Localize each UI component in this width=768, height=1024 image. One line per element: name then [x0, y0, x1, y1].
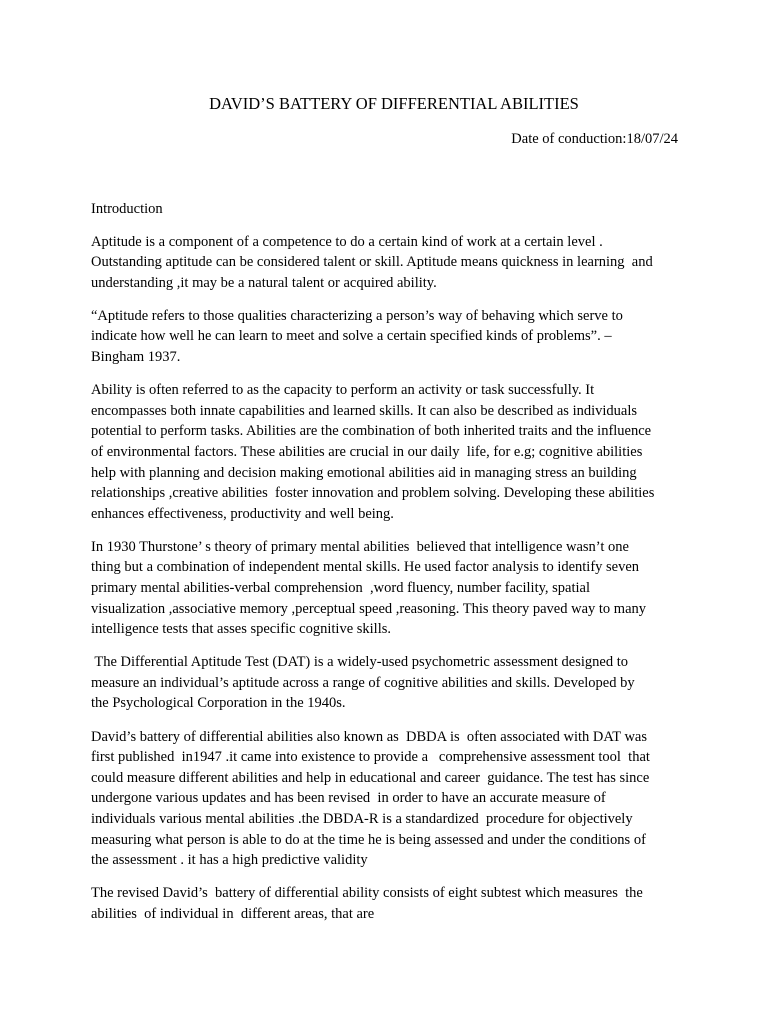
text-line: individuals various mental abilities .the DBDA-R is a standardized procedure for objectively	[91, 810, 633, 827]
text-line: potential to perform tasks. Abilities are the combination of both inherited traits and the influence	[91, 423, 652, 440]
text-line: relationships ,creative abilities foster innovation and problem solving. Developing these abilities	[91, 485, 655, 502]
text-line: undergone various updates and has been revised in order to have an accurate measure of	[91, 790, 606, 807]
text-line: Aptitude is a component of a competence to do a certain kind of work at a certain level .	[91, 233, 603, 250]
text-line: The revised David’s battery of differential ability consists of eight subtest which measures the	[91, 885, 643, 902]
text-line: thing but a combination of independent mental skills. He used factor analysis to identify seven	[91, 559, 640, 576]
paragraph-thurstone	[91, 537, 679, 640]
paragraph-dbda	[91, 727, 679, 871]
text-line: “Aptitude refers to those qualities characterizing a person’s way of behaving which serve to	[91, 307, 623, 324]
paragraph-dat	[91, 652, 679, 714]
date-of-conduction: Date of conduction:18/07/24	[511, 131, 678, 147]
text-line: could measure different abilities and help in educational and career guidance. The test has since	[91, 769, 650, 786]
text-line: visualization ,associative memory ,perceptual speed ,reasoning. This theory paved way to many	[91, 600, 647, 617]
text-line: first published in1947 .it came into existence to provide a comprehensive assessment tool that	[91, 749, 650, 766]
text-line: measure an individual’s aptitude across a range of cognitive abilities and skills. Developed by	[91, 674, 635, 691]
text-line: abilities of individual in different areas, that are	[91, 905, 375, 922]
section-heading-introduction: Introduction	[91, 201, 163, 217]
text-line: the assessment . it has a high predictive validity	[91, 852, 368, 869]
paragraph-ability	[91, 380, 679, 524]
text-line: encompasses both innate capabilities and learned skills. It can also be described as individuals	[91, 402, 638, 419]
text-line: The Differential Aptitude Test (DAT) is a widely-used psychometric assessment designed to	[91, 654, 628, 671]
paragraph-bingham-quote	[91, 306, 679, 368]
document-title: DAVID’S BATTERY OF DIFFERENTIAL ABILITIES	[209, 94, 579, 113]
text-line: Bingham 1937.	[91, 349, 181, 366]
paragraph-dbda-r-subtests	[91, 883, 679, 924]
paragraph-aptitude-definition	[91, 232, 679, 294]
text-line: indicate how well he can learn to meet and solve a certain specified kinds of problems”. –	[91, 328, 612, 345]
text-line: the Psychological Corporation in the 1940s.	[91, 695, 346, 712]
document-body	[91, 199, 679, 937]
text-line: of environmental factors. These abilities are crucial in our daily life, for e.g; cognitive abilities	[91, 443, 643, 460]
text-line: Ability is often referred to as the capacity to perform an activity or task successfully. It	[91, 382, 595, 399]
text-line: In 1930 Thurstone’ s theory of primary mental abilities believed that intelligence wasn’t one	[91, 538, 629, 555]
text-line: David’s battery of differential abilities also known as DBDA is often associated with DAT was	[91, 728, 647, 745]
text-line: Outstanding aptitude can be considered talent or skill. Aptitude means quickness in learning and	[91, 254, 653, 271]
text-line: intelligence tests that asses specific cognitive skills.	[91, 621, 391, 638]
text-line: measuring what person is able to do at the time he is being assessed and under the conditions of	[91, 831, 646, 848]
text-line: primary mental abilities-verbal comprehension ,word fluency, number facility, spatial	[91, 580, 591, 596]
text-line: enhances effectiveness, productivity and well being.	[91, 505, 394, 522]
text-line: help with planning and decision making emotional abilities aid in managing stress an building	[91, 464, 637, 481]
text-line: understanding ,it may be a natural talent or acquired ability.	[91, 274, 437, 291]
